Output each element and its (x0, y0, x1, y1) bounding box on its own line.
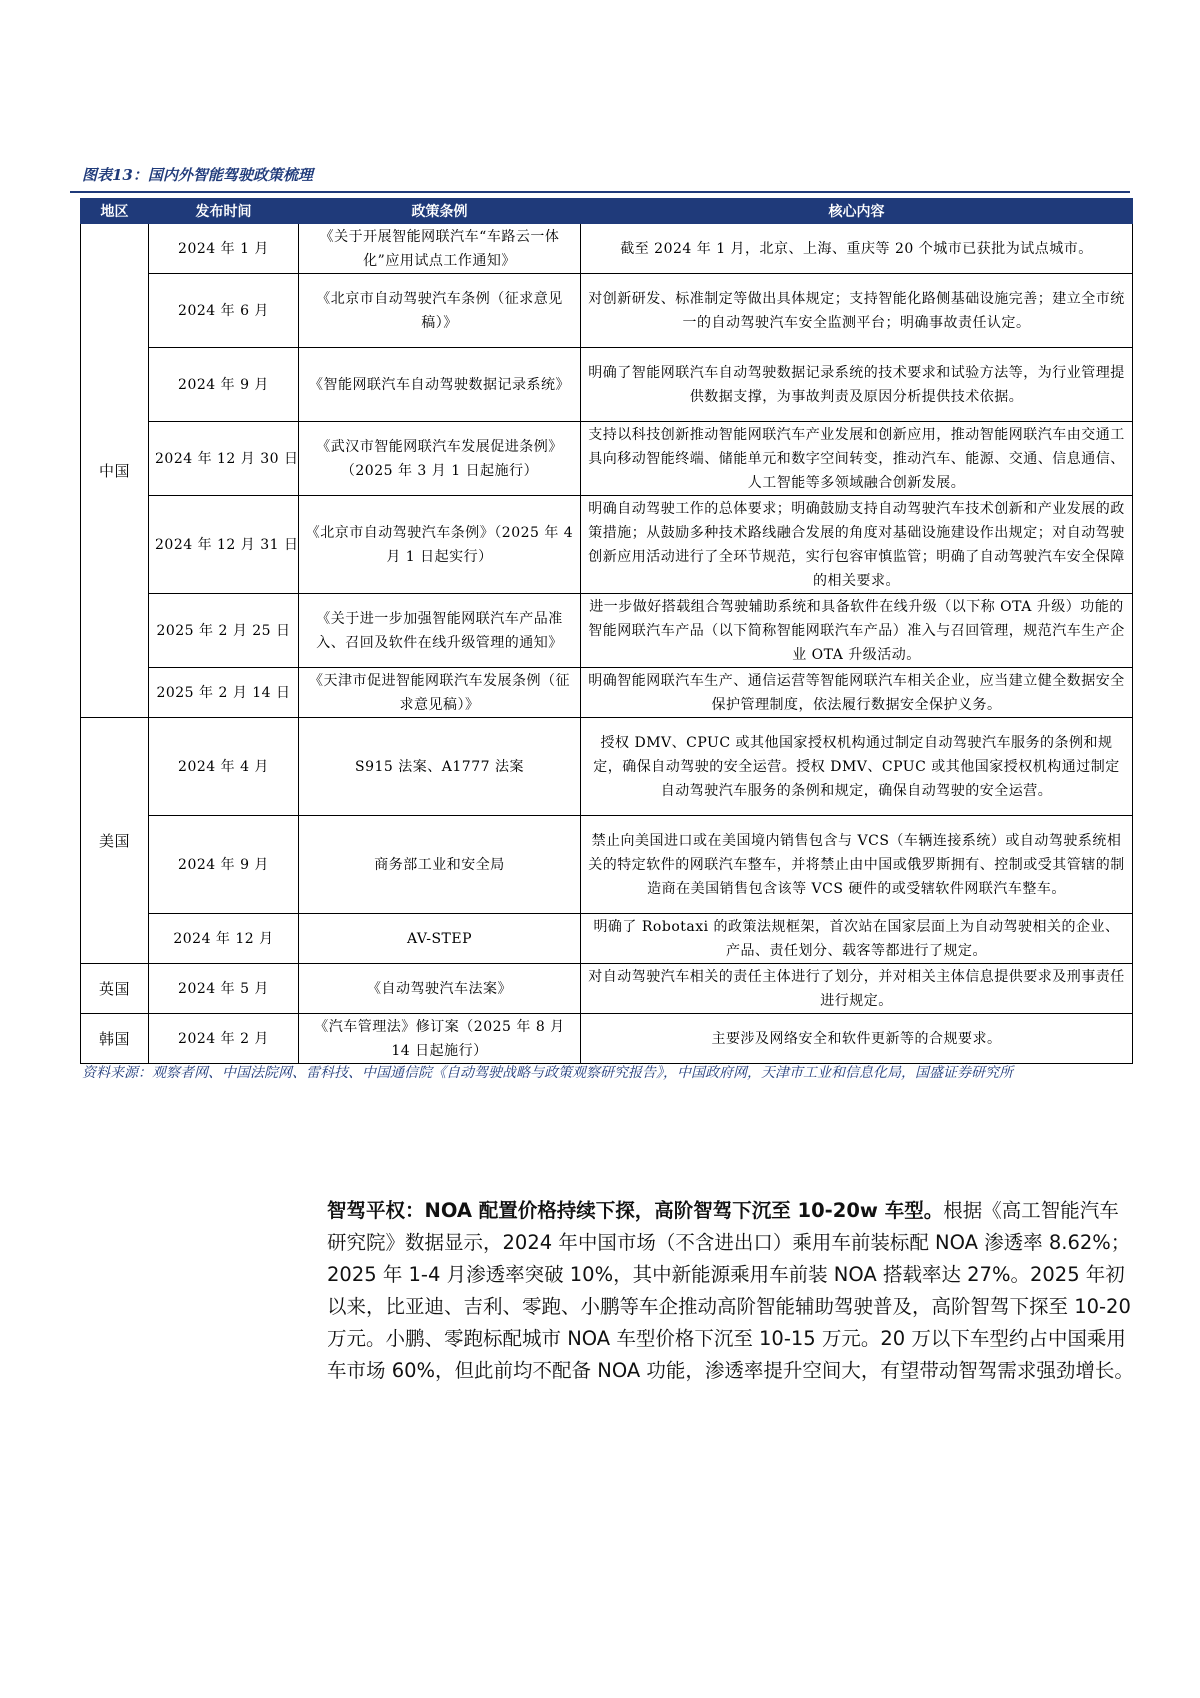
row-policy: 《天津市促进智能网联汽车发展条例（征求意见稿）》 (299, 668, 581, 718)
row-policy: 《汽车管理法》修订案（2025 年 8 月 14 日起施行） (299, 1014, 581, 1064)
row-date: 2024 年 2 月 (149, 1014, 299, 1064)
row-content: 主要涉及网络安全和软件更新等的合规要求。 (581, 1014, 1133, 1064)
row-date: 2024 年 9 月 (149, 348, 299, 422)
row-policy: 《武汉市智能网联汽车发展促进条例》（2025 年 3 月 1 日起施行） (299, 422, 581, 496)
row-content: 截至 2024 年 1 月，北京、上海、重庆等 20 个城市已获批为试点城市。 (581, 224, 1133, 274)
table-row (81, 914, 1133, 964)
table-row (81, 1014, 1133, 1064)
header-content: 核心内容 (581, 199, 1133, 224)
table-row (81, 594, 1133, 668)
row-date: 2024 年 12 月 (149, 914, 299, 964)
policy-table (80, 198, 1133, 1064)
region-uk: 英国 (81, 964, 149, 1014)
row-date: 2024 年 12 月 31 日 (149, 496, 299, 594)
row-policy: 《北京市自动驾驶汽车条例》（2025 年 4 月 1 日起实行） (299, 496, 581, 594)
table-row (81, 718, 1133, 816)
caption-rule (70, 191, 1130, 193)
source-note: 资料来源：观察者网、中国法院网、雷科技、中国通信院《自动驾驶战略与政策观察研究报告》，中国政府网，天津市工业和信息化局，国盛证券研究所 (82, 1065, 1013, 1081)
row-content: 授权 DMV、CPUC 或其他国家授权机构通过制定自动驾驶汽车服务的条例和规定，确保自动驾驶的安全运营。授权 DMV、CPUC 或其他国家授权机构通过制定自动驾驶汽车服务的条例和规定，确保自动驾驶的安全运营。 (581, 718, 1133, 816)
row-date: 2024 年 1 月 (149, 224, 299, 274)
row-content: 明确了智能网联汽车自动驾驶数据记录系统的技术要求和试验方法等，为行业管理提供数据支撑，为事故判责及原因分析提供技术依据。 (581, 348, 1133, 422)
header-policy: 政策条例 (299, 199, 581, 224)
table-row (81, 422, 1133, 496)
row-policy: 《智能网联汽车自动驾驶数据记录系统》 (299, 348, 581, 422)
row-policy: 《关于进一步加强智能网联汽车产品准入、召回及软件在线升级管理的通知》 (299, 594, 581, 668)
table-row (81, 964, 1133, 1014)
row-date: 2024 年 5 月 (149, 964, 299, 1014)
region-china: 中国 (81, 224, 149, 718)
table-row (81, 668, 1133, 718)
table-row (81, 496, 1133, 594)
row-date: 2024 年 9 月 (149, 816, 299, 914)
row-date: 2025 年 2 月 14 日 (149, 668, 299, 718)
row-content: 明确了 Robotaxi 的政策法规框架，首次站在国家层面上为自动驾驶相关的企业、产品、责任划分、载客等都进行了规定。 (581, 914, 1133, 964)
row-policy: 商务部工业和安全局 (299, 816, 581, 914)
row-date: 2024 年 12 月 30 日 (149, 422, 299, 496)
row-policy: S915 法案、A1777 法案 (299, 718, 581, 816)
figure-caption: 图表13：国内外智能驾驶政策梳理 (82, 166, 313, 184)
row-date: 2024 年 4 月 (149, 718, 299, 816)
table-row (81, 224, 1133, 274)
row-content: 禁止向美国进口或在美国境内销售包含与 VCS（车辆连接系统）或自动驾驶系统相关的特定软件的网联汽车整车，并将禁止由中国或俄罗斯拥有、控制或受其管辖的制造商在美国销售包含该等 VCS 硬件的或受辖软件网联汽车整车。 (581, 816, 1133, 914)
row-content: 对自动驾驶汽车相关的责任主体进行了划分，并对相关主体信息提供要求及刑事责任进行规定。 (581, 964, 1133, 1014)
row-policy: 《北京市自动驾驶汽车条例（征求意见稿）》 (299, 274, 581, 348)
table-row (81, 274, 1133, 348)
row-date: 2025 年 2 月 25 日 (149, 594, 299, 668)
row-content: 对创新研发、标准制定等做出具体规定；支持智能化路侧基础设施完善；建立全市统一的自动驾驶汽车安全监测平台；明确事故责任认定。 (581, 274, 1133, 348)
row-content: 明确智能网联汽车生产、通信运营等智能网联汽车相关企业，应当建立健全数据安全保护管理制度，依法履行数据安全保护义务。 (581, 668, 1133, 718)
region-korea: 韩国 (81, 1014, 149, 1064)
row-content: 支持以科技创新推动智能网联汽车产业发展和创新应用，推动智能网联汽车由交通工具向移动智能终端、储能单元和数字空间转变，推动汽车、能源、交通、信息通信、人工智能等多领域融合创新发展。 (581, 422, 1133, 496)
body-paragraph (327, 1195, 1137, 1387)
row-content: 进一步做好搭载组合驾驶辅助系统和具备软件在线升级（以下称 OTA 升级）功能的智能网联汽车产品（以下简称智能网联汽车产品）准入与召回管理，规范汽车生产企业 OTA 升级活动。 (581, 594, 1133, 668)
paragraph-body: 根据《高工智能汽车研究院》数据显示，2024 年中国市场（不含进出口）乘用车前装标配 NOA 渗透率 8.62%；2025 年 1-4 月渗透率突破 10%，其中新能源乘用车前装 NOA 搭载率达 27%。2025 年初以来，比亚迪、吉利、零跑、小鹏等车企推动高阶智能辅助驾驶普及，高阶智驾下探至 10-20 万元。小鹏、零跑标配城市 NOA 车型价格下沉至 10-15 万元。20 万以下车型约占中国乘用车市场 60%，但此前均不配备 NOA 功能，渗透率提升空间大，有望带动智驾需求强劲增长。 (327, 1198, 1134, 1382)
row-policy: 《自动驾驶汽车法案》 (299, 964, 581, 1014)
region-usa: 美国 (81, 718, 149, 964)
row-policy: 《关于开展智能网联汽车“车路云一体化”应用试点工作通知》 (299, 224, 581, 274)
table-header-row (81, 199, 1133, 224)
row-date: 2024 年 6 月 (149, 274, 299, 348)
table-row (81, 816, 1133, 914)
row-content: 明确自动驾驶工作的总体要求；明确鼓励支持自动驾驶汽车技术创新和产业发展的政策措施；从鼓励多种技术路线融合发展的角度对基础设施建设作出规定；对自动驾驶创新应用活动进行了全环节规范，实行包容审慎监管；明确了自动驾驶汽车安全保障的相关要求。 (581, 496, 1133, 594)
row-policy: AV-STEP (299, 914, 581, 964)
paragraph-lead: 智驾平权：NOA 配置价格持续下探，高阶智驾下沉至 10-20w 车型。 (327, 1198, 944, 1222)
header-region: 地区 (81, 199, 149, 224)
table-row (81, 348, 1133, 422)
header-date: 发布时间 (149, 199, 299, 224)
